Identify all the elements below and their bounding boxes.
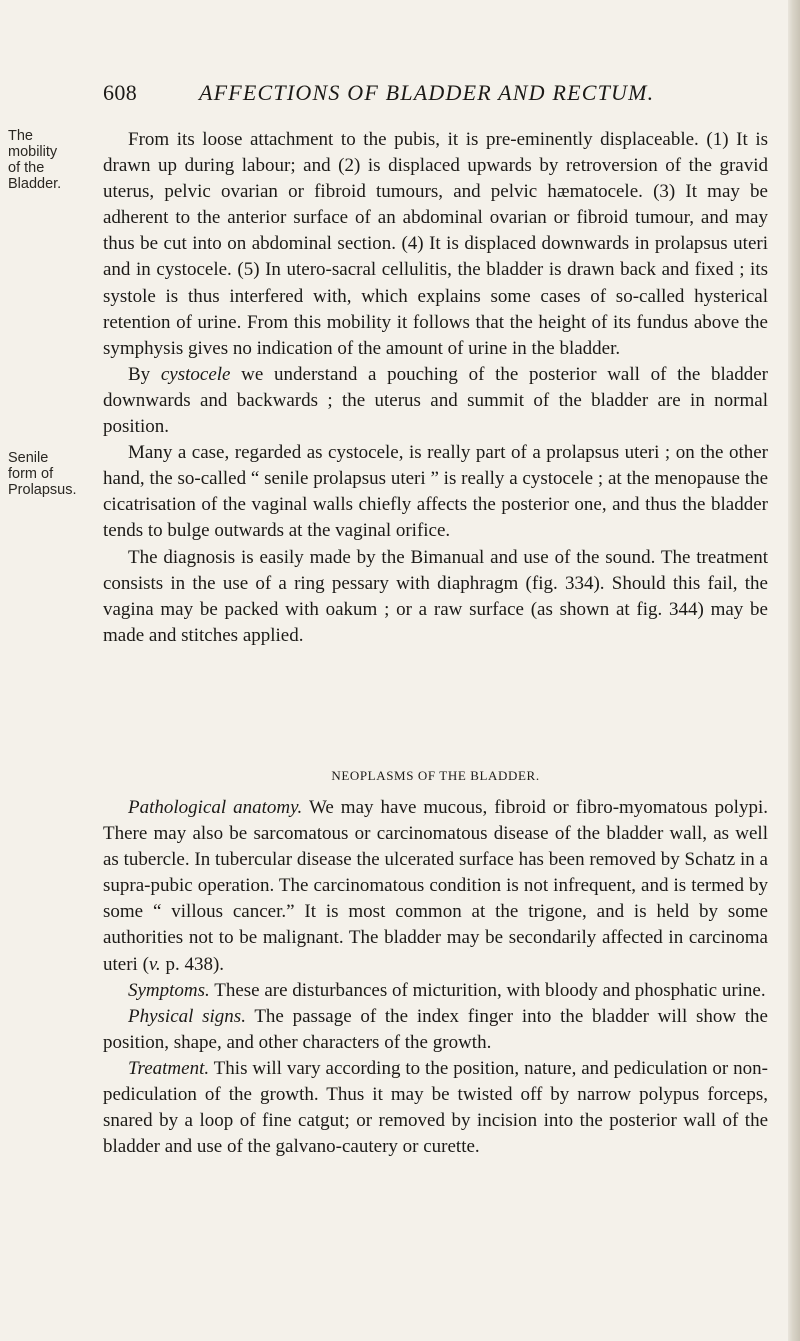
cystocele-prefix: By [128,363,161,385]
paragraph-symptoms [103,978,768,1004]
signs-lead: Physical signs. [128,1005,246,1027]
page-header [103,80,768,114]
pathological-ref-rest: p. 438). [160,953,225,975]
treatment-lead: Treatment. [128,1057,210,1079]
signs-rest: The passage of the index finger into the bladder will show the position, shape, and other characters of the growth. [103,1005,768,1053]
cystocele-rest: we understand a pouching of the posterior wall of the bladder downwards and backwards ; the uterus and summit of the bladder are in normal position. [103,363,768,438]
paragraph-diagnosis: The diagnosis is easily made by the Bimanual and use of the sound. The treatment consists in the use of a ring pessary with diaphragm (fig. 334). Should this fail, the vagina may be packed with oakum ; or a raw surface (as shown at fig. 344) may be made and stitches applied. [103,546,768,646]
body-lower [103,795,768,1160]
symptoms-rest: These are disturbances of micturition, with bloody and phosphatic urine. [209,979,766,1001]
paragraph-treatment [103,1056,768,1160]
cystocele-term: cystocele [160,363,231,385]
margin-note-senile [8,450,82,498]
margin-note-line: Prolapsus. [8,482,77,498]
margin-note-line: form of [8,466,54,482]
margin-note-line: The [8,128,33,144]
treatment-rest: This will vary according to the position, nature, and pediculation or non-pediculation of the growth. Thus it may be twisted off by narrow polypus forceps, snared by a loop of fine catgut; or removed by incision into the posterior wall of the bladder and use of the galvano-cautery or curette. [103,1057,768,1158]
section-heading-neoplasms: NEOPLASMS OF THE BLADDER. [331,768,540,783]
pathological-lead: Pathological anatomy. [128,797,303,818]
pathological-ref: v. [148,953,161,975]
margin-note-line: Senile [8,450,49,466]
paragraph-mobility: From its loose attachment to the pubis, it is pre-eminently displaceable. (1) It is drawn up during labour; and (2) is displaced upwards by retroversion of the gravid uterus, pelvic ovarian or fibroid tumours, and pelvic hæmatocele. (3) It may be adherent to the anterior surface of an abdominal ovarian or fibroid tumour, and may thus be cut into on abdominal section. (4) It is displaced downwards in prolapsus uteri and in cystocele. (5) In utero-sacral cellulitis, the bladder is drawn back and fixed ; its systole is thus interfered with, which explains some cases of so-called hysterical retention of urine. From this mobility it follows that the height of its fundus above the symphysis gives no indication of the amount of urine in the bladder. [103,129,768,359]
body-upper [103,127,768,649]
paragraph-senile: Many a case, regarded as cystocele, is really part of a prolapsus uteri ; on the other hand, the so-called “ senile prolapsus uteri ” is really a cystocele ; at the menopause the cicatrisation of the vaginal walls chiefly affects the posterior one, and thus the bladder tends to bulge outwards at the vaginal orifice. [103,442,768,542]
margin-note-line: of the [8,160,45,176]
page-number: 608 [103,80,138,105]
page-edge-shadow [788,0,800,1341]
pathological-rest: We may have mucous, fibroid or fibro-myomatous polypi. There may also be sarcomatous or carcinomatous disease of the bladder wall, as well as tubercle. In tubercular disease the ulcerated surface has been removed by Schatz in a supra-pubic operation. The carcinomatous condition is not infrequent, and is termed by some “ villous cancer.” It is most common at the trigone, and is held by some authorities not to be malignant. The bladder may be secondarily affected in carcinoma uteri ( [103,797,768,975]
paragraph-signs [103,1004,768,1056]
margin-note-mobility [8,128,82,192]
paragraph-pathological [103,795,768,978]
symptoms-lead: Symptoms. [128,979,210,1001]
margin-note-line: Bladder. [8,176,62,192]
paragraph-cystocele [103,362,768,440]
margin-note-line: mobility [8,144,58,160]
running-title: AFFECTIONS OF BLADDER AND RECTUM. [199,80,655,105]
